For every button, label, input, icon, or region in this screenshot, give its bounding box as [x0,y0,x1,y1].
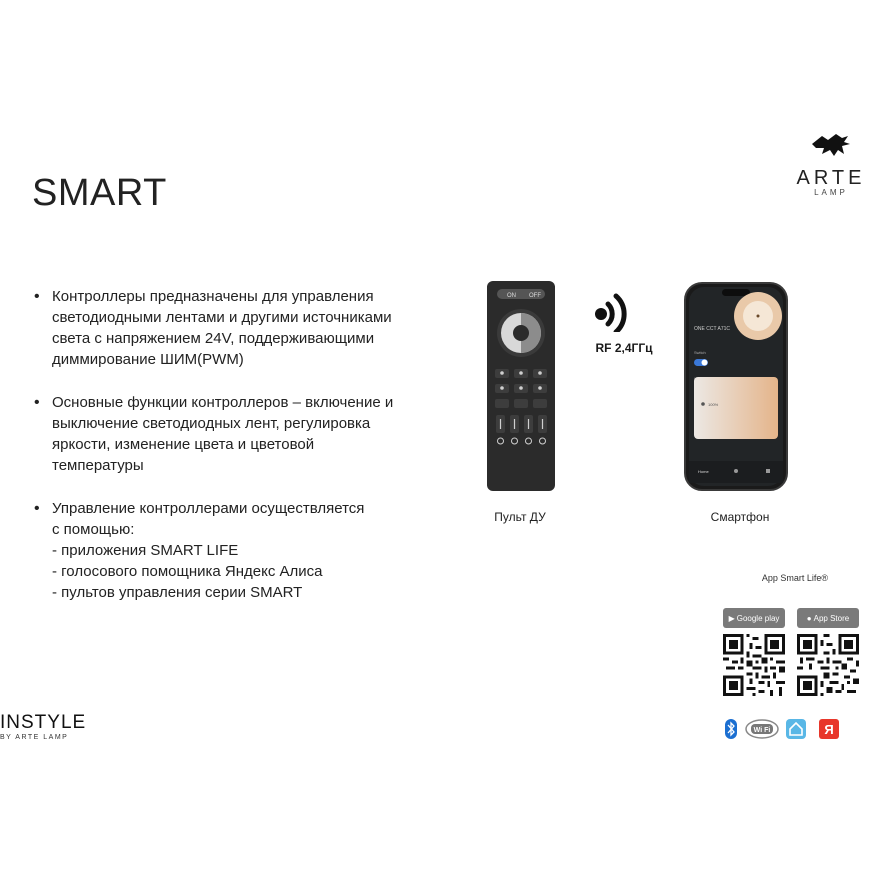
phone-percent-label: 100% [708,402,719,407]
bullet-line: температуры [52,457,144,474]
remote-on-label: ON [507,293,516,299]
remote-control-image [487,281,555,491]
rf-frequency-label: RF 2,4ГГц [595,341,653,355]
smartphone-screen [686,284,786,489]
bullet-item [32,286,432,370]
app-label: App Smart Life® [761,573,829,583]
bullet-line: • Управление контроллерами осуществляется [52,500,365,517]
instyle-brand: INSTYLE [0,712,87,733]
instyle-logo [0,712,86,741]
instyle-sub: BY ARTE LAMP [0,734,69,741]
bullet-line: светодиодными лентами и другими источниками [52,309,392,326]
phone-device-title: ONE CCT A71C [694,326,731,332]
remote-caption: Пульт ДУ [494,510,546,524]
bullet-line: с помощью: [52,521,135,538]
smartphone-image [684,282,788,491]
app-store-badge[interactable] [797,608,859,628]
phone-caption: Смартфон [710,510,770,524]
app-store-qr-code[interactable] [797,634,859,696]
bullet-line: света с напряжением 24V, поддерживающими [52,330,375,347]
bullet-line: диммирование ШИМ(PWM) [52,351,244,368]
smart-home-icon [785,718,807,740]
phone-home-label: Home [698,469,709,474]
page-title: SMART [32,172,167,214]
bullet-line: • Контроллеры предназначены для управления [52,288,374,305]
yandex-icon [818,718,840,740]
svg-text:Wi Fi: Wi Fi [753,727,771,734]
bullet-item [32,392,432,476]
remote-off-label: OFF [529,293,541,299]
wifi-icon [744,718,780,740]
svg-text:Я: Я [824,722,834,737]
logo-sub: LAMP [814,188,848,197]
logo-brand: ARTE [796,167,866,189]
bullet-subline: - голосового помощника Яндекс Алиса [52,563,323,580]
remote-control-drawing [487,281,555,491]
bullet-subline: - приложения SMART LIFE [52,542,239,559]
bullet-subline: - пультов управления серии SMART [52,584,303,601]
apple-icon: ● [806,613,812,623]
bullet-line: яркости, изменение цвета и цветовой [52,436,315,453]
bullet-item [32,498,432,603]
phone-switch-label: Switch [694,350,706,355]
bluetooth-icon [720,718,742,740]
google-badge-label: Google play [736,613,780,623]
bullet-line: выключение светодиодных лент, регулировка [52,415,371,432]
arte-lamp-logo [786,130,875,197]
feature-list [32,286,432,625]
wireless-signal-icon [592,282,636,337]
google-play-badge[interactable] [723,608,785,628]
apple-badge-label: App Store [813,613,850,623]
bullet-line: • Основные функции контроллеров – включение и [52,394,394,411]
play-icon: ▶ [728,613,735,623]
griffin-icon [808,130,854,160]
google-play-qr-code[interactable] [723,634,785,696]
